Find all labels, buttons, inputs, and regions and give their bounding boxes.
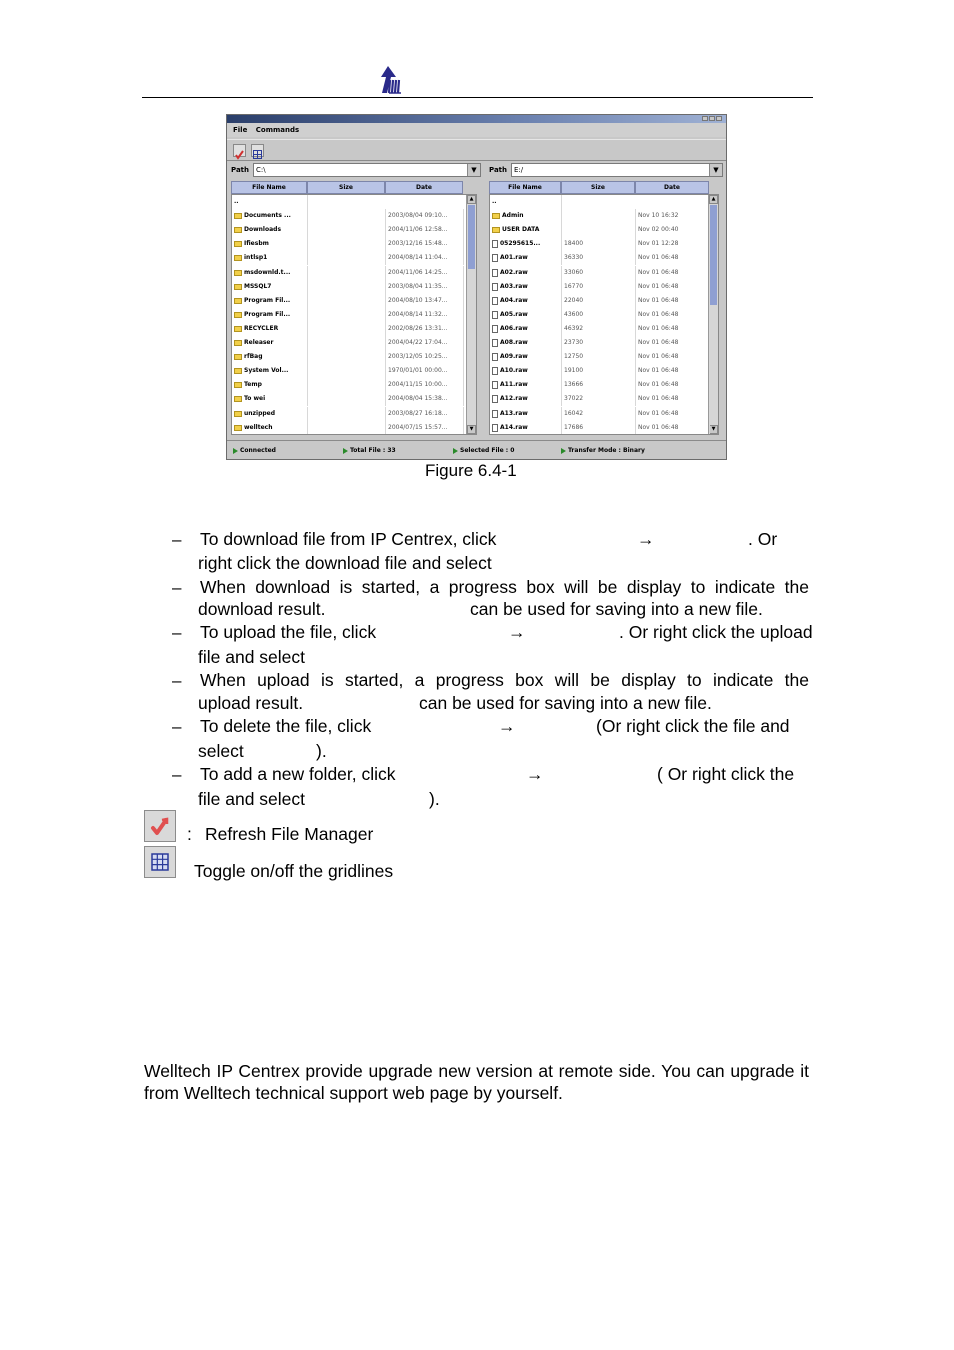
bullet-dash: – <box>172 765 182 784</box>
file-date-cell: 2004/11/15 10:00... <box>386 378 464 392</box>
file-name-cell: A05.raw <box>490 308 562 322</box>
file-icon <box>492 311 498 319</box>
file-size-cell <box>308 336 386 350</box>
file-date-cell: Nov 01 06:48 <box>636 421 710 435</box>
file-size-cell <box>308 392 386 406</box>
table-row[interactable] <box>232 223 464 237</box>
file-size-cell <box>308 266 386 280</box>
file-size-cell: 16770 <box>562 280 636 294</box>
file-icon <box>492 367 498 375</box>
scroll-down-icon[interactable]: ▼ <box>467 425 476 434</box>
file-size-cell: 37022 <box>562 392 636 406</box>
file-name-cell: A06.raw <box>490 322 562 336</box>
window-titlebar <box>227 115 726 123</box>
close-icon[interactable] <box>716 116 722 121</box>
arrow-icon <box>233 448 238 454</box>
table-row[interactable] <box>490 364 710 378</box>
file-date-cell: Nov 02 00:40 <box>636 223 710 237</box>
file-name-cell: A10.raw <box>490 364 562 378</box>
file-size-cell: 16042 <box>562 407 636 421</box>
welltech-logo-icon <box>378 66 406 94</box>
file-name-cell: Releaser <box>232 336 308 350</box>
file-size-cell <box>308 407 386 421</box>
bullet-dash: – <box>172 530 182 549</box>
table-row[interactable] <box>232 209 464 223</box>
folder-icon <box>492 213 500 219</box>
table-row[interactable] <box>490 237 710 251</box>
status-selected-files: Selected File : 0 <box>453 447 514 454</box>
column-header-name[interactable]: File Name <box>489 181 561 194</box>
file-name-cell: unzipped <box>232 407 308 421</box>
table-row[interactable] <box>232 308 464 322</box>
table-row[interactable] <box>490 421 710 435</box>
table-row[interactable] <box>490 308 710 322</box>
scroll-thumb[interactable] <box>710 205 717 305</box>
table-row[interactable] <box>232 280 464 294</box>
bullet-text: upload result. <box>198 693 304 713</box>
bullet-text: . Or <box>748 529 778 549</box>
file-name-cell: A02.raw <box>490 266 562 280</box>
table-row[interactable] <box>490 280 710 294</box>
file-date-cell: Nov 01 06:48 <box>636 364 710 378</box>
file-icon <box>492 381 498 389</box>
file-name-cell: Temp <box>232 378 308 392</box>
file-icon <box>492 424 498 432</box>
scroll-thumb[interactable] <box>468 205 475 269</box>
bullet-text: When upload is started, a progress box will be display to indicate the <box>200 670 809 690</box>
arrow-icon: → <box>508 622 526 642</box>
arrow-icon <box>453 448 458 454</box>
file-name-cell: Ifiesbm <box>232 237 308 251</box>
table-row[interactable] <box>490 336 710 350</box>
table-row[interactable] <box>490 350 710 364</box>
file-name-cell: System Vol... <box>232 364 308 378</box>
folder-icon <box>234 227 242 233</box>
file-size-cell: 18400 <box>562 237 636 251</box>
bullet-dash: – <box>172 578 182 597</box>
folder-icon <box>234 241 242 247</box>
menu-file[interactable]: File <box>233 126 248 134</box>
file-date-cell: 2004/08/10 13:47... <box>386 294 464 308</box>
file-date-cell: Nov 01 06:48 <box>636 350 710 364</box>
file-name-cell: Downloads <box>232 223 308 237</box>
bullet-text: right click the download file and select <box>198 553 492 573</box>
file-name-cell: A04.raw <box>490 294 562 308</box>
file-date-cell: Nov 01 06:48 <box>636 266 710 280</box>
file-name-cell: Documents ... <box>232 209 308 223</box>
file-size-cell <box>308 223 386 237</box>
file-manager-screenshot <box>226 114 727 460</box>
scroll-up-icon[interactable]: ▲ <box>467 195 476 204</box>
table-row[interactable] <box>490 407 710 421</box>
file-date-cell: Nov 01 06:48 <box>636 407 710 421</box>
file-date-cell: 2004/04/22 17:04... <box>386 336 464 350</box>
file-size-cell: 17686 <box>562 421 636 435</box>
file-date-cell: 2003/08/27 16:18... <box>386 407 464 421</box>
table-row[interactable] <box>232 251 464 265</box>
local-path-label: Path <box>231 166 249 174</box>
remote-pane <box>485 161 723 439</box>
file-name-cell: USER DATA <box>490 223 562 237</box>
table-row[interactable] <box>490 195 562 209</box>
file-icon <box>492 240 498 248</box>
folder-icon <box>234 326 242 332</box>
file-name-cell: To wei <box>232 392 308 406</box>
table-row[interactable] <box>232 266 464 280</box>
refresh-icon <box>234 149 245 160</box>
scroll-up-icon[interactable]: ▲ <box>709 195 718 204</box>
refresh-description: Refresh File Manager <box>205 824 374 844</box>
table-row[interactable] <box>232 237 464 251</box>
file-date-cell: Nov 01 06:48 <box>636 322 710 336</box>
column-header-date[interactable]: Date <box>635 181 709 194</box>
arrow-icon: → <box>526 764 544 784</box>
table-row[interactable] <box>232 378 464 392</box>
file-icon <box>492 339 498 347</box>
file-size-cell: 36330 <box>562 251 636 265</box>
bullet-text: To delete the file, click <box>200 716 372 736</box>
folder-icon <box>234 411 242 417</box>
file-name-cell: Program Fil... <box>232 308 308 322</box>
column-header-date[interactable]: Date <box>385 181 463 194</box>
local-scrollbar[interactable] <box>466 195 476 434</box>
file-date-cell: Nov 10 16:32 <box>636 209 710 223</box>
file-name-cell: A11.raw <box>490 378 562 392</box>
arrow-icon <box>561 448 566 454</box>
file-icon <box>492 395 498 403</box>
file-name-cell: A08.raw <box>490 336 562 350</box>
file-name-cell: A01.raw <box>490 251 562 265</box>
folder-icon <box>492 227 500 233</box>
table-row[interactable] <box>490 251 710 265</box>
local-file-list <box>231 194 477 435</box>
file-icon <box>492 254 498 262</box>
file-date-cell: 2004/08/04 15:38... <box>386 392 464 406</box>
file-date-cell: Nov 01 06:48 <box>636 336 710 350</box>
folder-icon <box>234 298 242 304</box>
file-name-cell: intlsp1 <box>232 251 308 265</box>
file-name-cell: MSSQL7 <box>232 280 308 294</box>
file-name-cell: A09.raw <box>490 350 562 364</box>
file-name-cell: A12.raw <box>490 392 562 406</box>
status-connected: Connected <box>233 447 276 454</box>
file-size-cell: 22040 <box>562 294 636 308</box>
file-name-cell: RECYCLER <box>232 322 308 336</box>
arrow-icon <box>343 448 348 454</box>
folder-icon <box>234 312 242 318</box>
folder-icon <box>234 255 242 261</box>
file-date-cell: Nov 01 06:48 <box>636 294 710 308</box>
table-row[interactable] <box>490 322 710 336</box>
menu-bar <box>227 123 726 137</box>
local-path-select[interactable] <box>253 163 481 177</box>
remote-path-label: Path <box>489 166 507 174</box>
table-row[interactable] <box>490 266 710 280</box>
table-row[interactable] <box>490 294 710 308</box>
table-row[interactable] <box>232 421 464 435</box>
remote-path-select[interactable] <box>511 163 723 177</box>
file-date-cell: 1970/01/01 00:00... <box>386 364 464 378</box>
file-size-cell <box>308 322 386 336</box>
file-size-cell <box>308 209 386 223</box>
file-date-cell: 2004/11/06 14:25... <box>386 266 464 280</box>
file-size-cell: 23730 <box>562 336 636 350</box>
column-header-name[interactable]: File Name <box>231 181 307 194</box>
bullet-text: To upload the file, click <box>200 622 377 642</box>
scroll-down-icon[interactable]: ▼ <box>709 425 718 434</box>
file-name-cell: A13.raw <box>490 407 562 421</box>
file-icon <box>492 283 498 291</box>
status-transfer-mode: Transfer Mode : Binary <box>561 447 645 454</box>
arrow-icon: → <box>637 529 655 549</box>
refresh-button[interactable] <box>233 144 246 157</box>
bullet-dash: – <box>172 623 182 642</box>
grid-legend-icon <box>144 846 176 878</box>
file-size-cell <box>308 280 386 294</box>
folder-icon <box>234 340 242 346</box>
file-date-cell: 2004/11/06 12:58... <box>386 223 464 237</box>
folder-icon <box>234 284 242 290</box>
maximize-icon[interactable] <box>709 116 715 121</box>
upgrade-paragraph: Welltech IP Centrex provide upgrade new version at remote side. You can upgrade it from Welltech technical support web page by yourself. <box>144 1061 809 1103</box>
bullet-text: download result. <box>198 599 326 619</box>
file-icon <box>492 410 498 418</box>
bullet-dash: – <box>172 717 182 736</box>
grid-icon <box>145 847 175 877</box>
bullet-text: ( Or right click the <box>657 764 795 784</box>
refresh-separator: : <box>187 824 192 844</box>
bullet-text: . Or right click the upload <box>619 622 813 642</box>
folder-icon <box>234 354 242 360</box>
local-pane <box>227 161 481 439</box>
file-size-cell: 46392 <box>562 322 636 336</box>
folder-icon <box>234 382 242 388</box>
grid-icon <box>252 149 263 160</box>
gridlines-button[interactable] <box>251 144 264 157</box>
table-row[interactable] <box>490 209 710 223</box>
minimize-icon[interactable] <box>702 116 708 121</box>
file-date-cell: 2004/08/14 11:32... <box>386 308 464 322</box>
file-name-cell: msdownld.t... <box>232 266 308 280</box>
refresh-icon <box>145 811 175 841</box>
bullet-text: (Or right click the file and <box>596 716 790 736</box>
file-date-cell: 2003/08/04 09:10... <box>386 209 464 223</box>
file-size-cell <box>562 209 636 223</box>
file-icon <box>492 353 498 361</box>
file-date-cell: Nov 01 06:48 <box>636 308 710 322</box>
arrow-icon: → <box>498 716 516 736</box>
figure-caption: Figure 6.4-1 <box>425 461 517 480</box>
folder-icon <box>234 425 242 431</box>
file-name-cell: A03.raw <box>490 280 562 294</box>
file-date-cell: Nov 01 12:28 <box>636 237 710 251</box>
status-total-files: Total File : 33 <box>343 447 396 454</box>
bullet-text: select <box>198 741 244 761</box>
file-name-cell: Program Fil... <box>232 294 308 308</box>
file-icon <box>492 269 498 277</box>
file-size-cell: 33060 <box>562 266 636 280</box>
table-row[interactable] <box>490 223 710 237</box>
table-row[interactable] <box>232 364 464 378</box>
file-date-cell: Nov 01 06:48 <box>636 251 710 265</box>
status-bar <box>227 440 726 460</box>
toolbar <box>227 139 726 161</box>
file-date-cell: Nov 01 06:48 <box>636 378 710 392</box>
chevron-down-icon[interactable]: ▼ <box>467 164 480 176</box>
file-size-cell: 12750 <box>562 350 636 364</box>
table-row[interactable] <box>490 378 710 392</box>
bullet-text: To add a new folder, click <box>200 764 396 784</box>
bullet-text: file and select <box>198 647 306 667</box>
header-rule <box>142 97 813 98</box>
file-name-cell: welltech <box>232 421 308 435</box>
file-date-cell: 2004/08/14 11:04... <box>386 251 464 265</box>
bullet-text: When download is started, a progress box will be display to indicate the <box>200 577 809 597</box>
bullet-text: can be used for saving into a new file. <box>419 693 712 713</box>
file-icon <box>492 325 498 333</box>
file-date-cell: 2004/07/15 15:57... <box>386 421 464 435</box>
bullet-text: To download file from IP Centrex, click <box>200 529 497 549</box>
file-size-cell <box>308 378 386 392</box>
file-size-cell <box>308 364 386 378</box>
file-date-cell: Nov 01 06:48 <box>636 392 710 406</box>
file-date-cell: 2003/12/16 15:48... <box>386 237 464 251</box>
file-date-cell: 2003/08/04 11:35... <box>386 280 464 294</box>
file-date-cell: 2003/12/05 10:25... <box>386 350 464 364</box>
folder-icon <box>234 270 242 276</box>
remote-file-list <box>489 194 719 435</box>
parent-dir-cell: .. <box>490 195 562 209</box>
table-row[interactable] <box>232 195 308 209</box>
bullet-text: file and select <box>198 789 306 809</box>
file-size-cell <box>308 251 386 265</box>
file-name-cell: A14.raw <box>490 421 562 435</box>
file-size-cell <box>308 421 386 435</box>
file-date-cell: Nov 01 06:48 <box>636 280 710 294</box>
column-header-size[interactable]: Size <box>307 181 385 194</box>
file-size-cell: 13666 <box>562 378 636 392</box>
table-row[interactable] <box>232 407 464 421</box>
local-column-headers <box>231 181 463 194</box>
table-row[interactable] <box>232 336 464 350</box>
file-size-cell <box>308 237 386 251</box>
file-name-cell: rfBag <box>232 350 308 364</box>
file-date-cell: 2002/08/26 13:31... <box>386 322 464 336</box>
file-name-cell: Admin <box>490 209 562 223</box>
grid-description: Toggle on/off the gridlines <box>194 861 394 881</box>
table-row[interactable] <box>232 350 464 364</box>
table-row[interactable] <box>490 392 710 406</box>
table-row[interactable] <box>232 392 464 406</box>
file-size-cell <box>308 350 386 364</box>
bullet-text: ). <box>429 789 440 809</box>
folder-icon <box>234 213 242 219</box>
bullet-text: ). <box>316 741 327 761</box>
file-size-cell: 43600 <box>562 308 636 322</box>
file-size-cell: 19100 <box>562 364 636 378</box>
column-header-size[interactable]: Size <box>561 181 635 194</box>
remote-path-value: E:/ <box>514 166 524 174</box>
local-path-value: C:\ <box>256 166 266 174</box>
file-size-cell <box>562 223 636 237</box>
file-size-cell <box>308 308 386 322</box>
menu-commands[interactable]: Commands <box>255 126 300 134</box>
refresh-legend-icon <box>144 810 176 842</box>
bullet-dash: – <box>172 671 182 690</box>
bullet-text: can be used for saving into a new file. <box>470 599 763 619</box>
folder-icon <box>234 396 242 402</box>
chevron-down-icon[interactable]: ▼ <box>709 164 722 176</box>
file-name-cell: 05295615... <box>490 237 562 251</box>
remote-column-headers <box>489 181 709 194</box>
folder-icon <box>234 368 242 374</box>
file-icon <box>492 297 498 305</box>
table-row[interactable] <box>232 322 464 336</box>
parent-dir-cell: .. <box>232 195 308 209</box>
table-row[interactable] <box>232 294 464 308</box>
file-size-cell <box>308 294 386 308</box>
